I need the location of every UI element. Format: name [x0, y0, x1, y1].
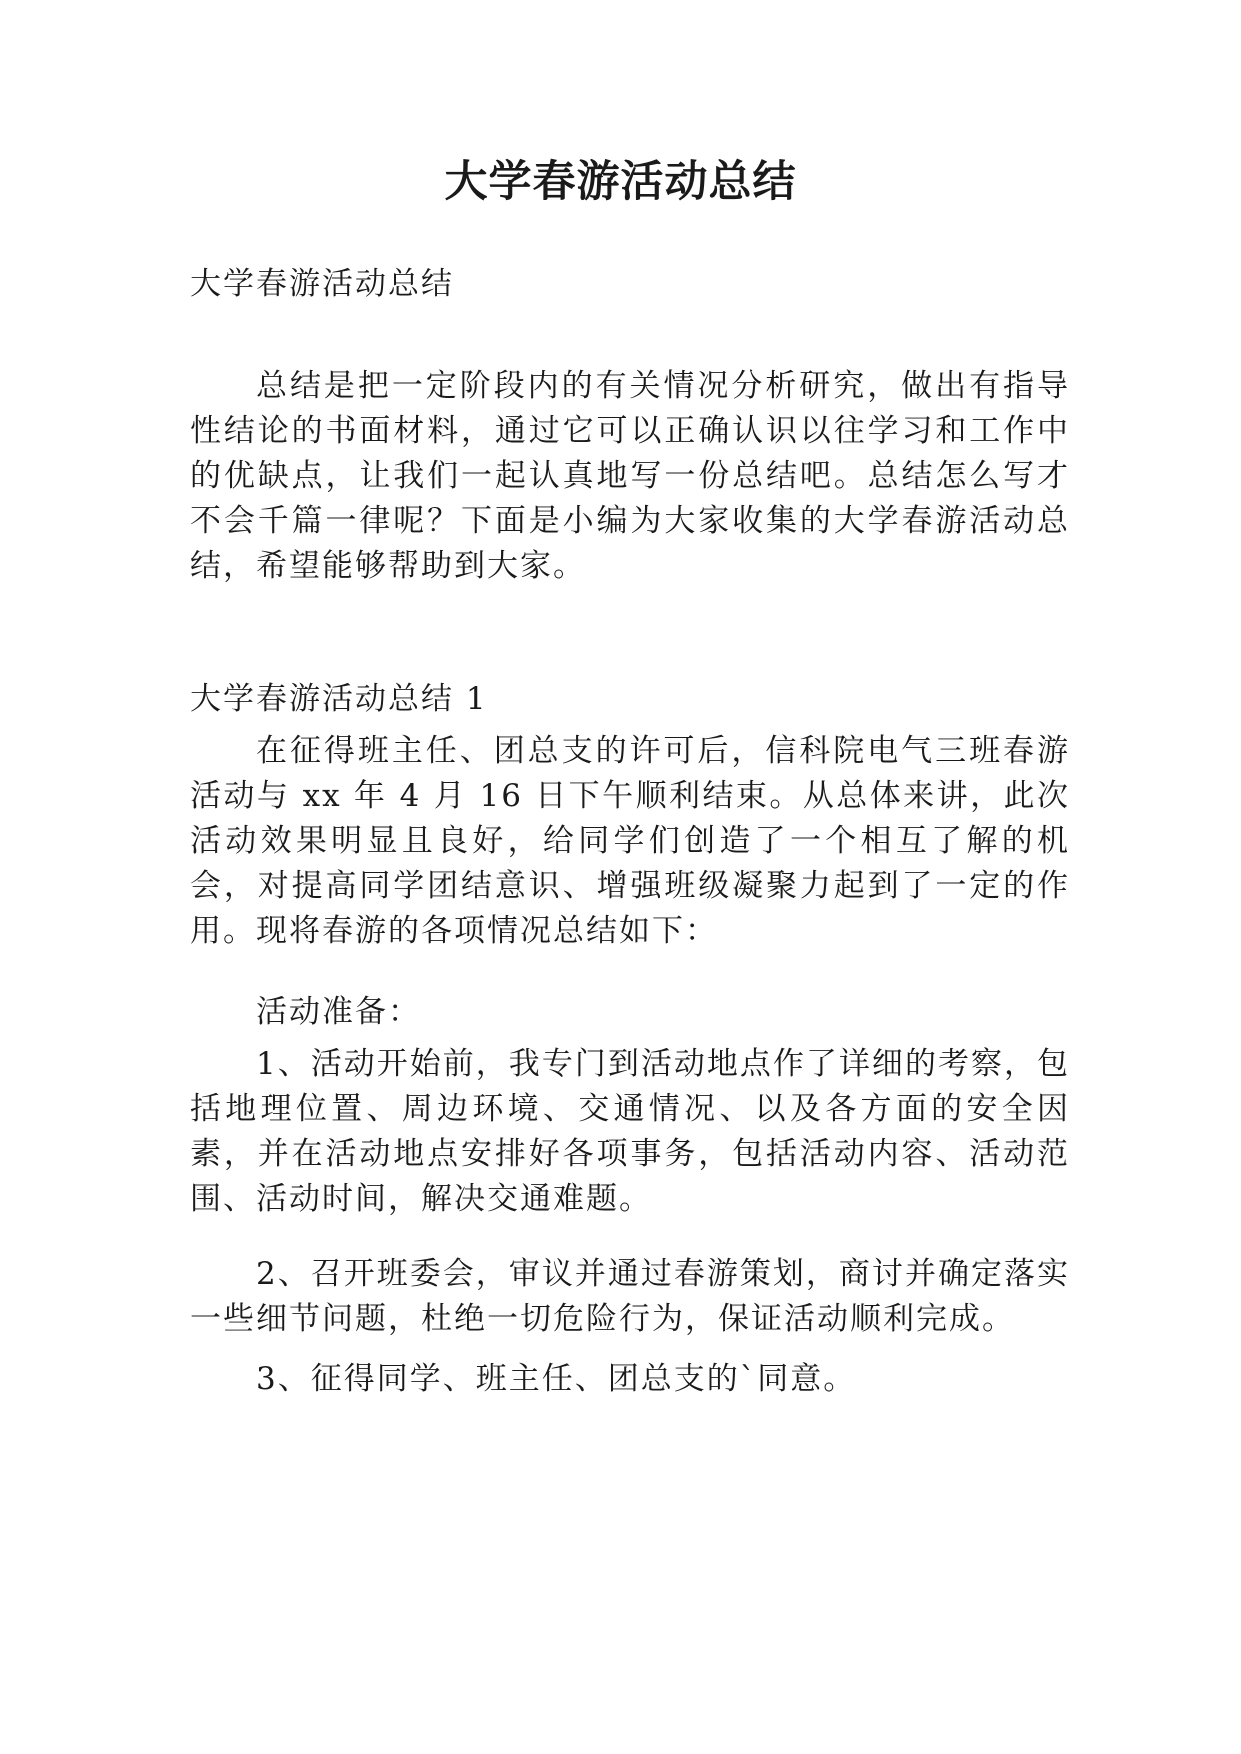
preparation-item-2: 2、召开班委会，审议并通过春游策划，商讨并确定落实一些细节问题，杜绝一切危险行为，保证活动顺利完成。: [190, 1256, 1070, 1337]
document-subtitle: 大学春游活动总结: [190, 266, 454, 302]
preparation-item-1: 1、活动开始前，我专门到活动地点作了详细的考察，包括地理位置、周边环境、交通情况、以及各方面的安全因素，并在活动地点安排好各项事务，包括活动内容、活动范围、活动时间，解决交通难题。: [190, 1046, 1070, 1217]
document-title: 大学春游活动总结: [444, 157, 797, 207]
preparation-heading: 活动准备：: [256, 994, 421, 1030]
section-heading: 大学春游活动总结 1: [190, 681, 488, 717]
section-paragraph: 在征得班主任、团总支的许可后，信科院电气三班春游活动与 xx 年 4 月 16 日下午顺利结束。从总体来讲，此次活动效果明显且良好，给同学们创造了一个相互了解的机会，对提高同学团结意识、增强班级凝聚力起到了一定的作用。现将春游的各项情况总结如下：: [190, 733, 1070, 949]
preparation-item-3: 3、征得同学、班主任、团总支的`同意。: [256, 1361, 857, 1397]
intro-paragraph: 总结是把一定阶段内的有关情况分析研究，做出有指导性结论的书面材料，通过它可以正确认识以往学习和工作中的优缺点，让我们一起认真地写一份总结吧。总结怎么写才不会千篇一律呢？下面是小编为大家收集的大学春游活动总结，希望能够帮助到大家。: [190, 368, 1070, 584]
